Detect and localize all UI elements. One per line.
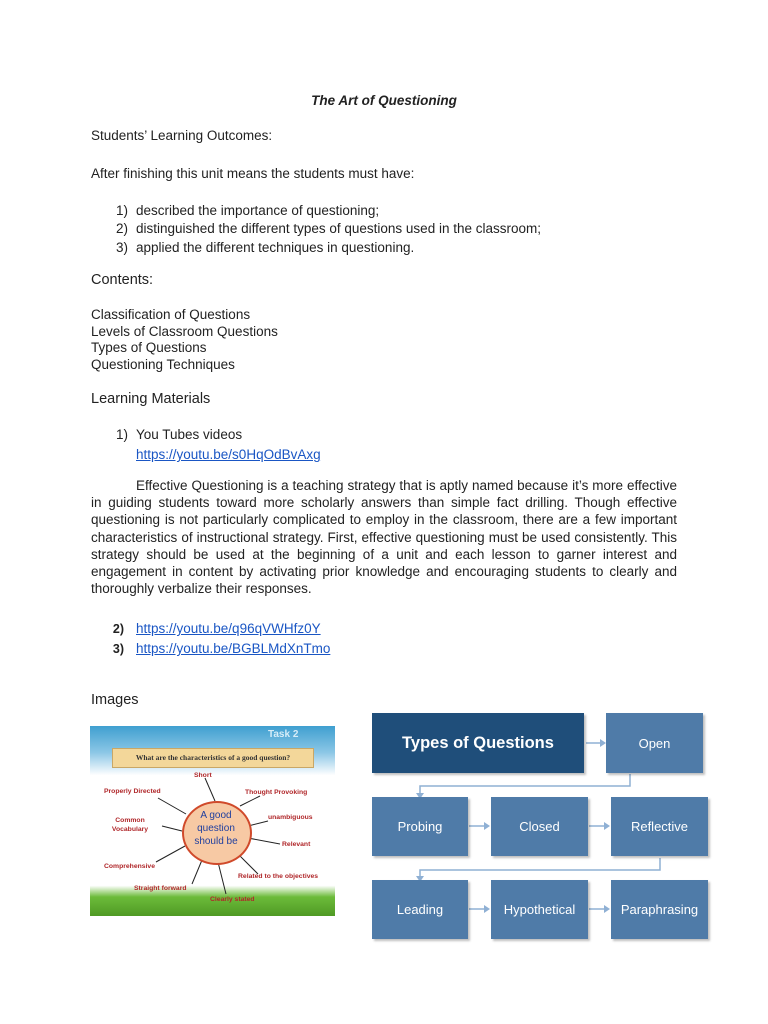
document-title: The Art of Questioning	[311, 93, 457, 108]
image-tab-text: Task 2	[268, 729, 299, 740]
outcomes-heading: Students’ Learning Outcomes:	[91, 128, 273, 143]
material-label: You Tubes videos	[136, 427, 243, 442]
box-paraphrasing: Paraphrasing	[611, 880, 708, 939]
box-hypothetical: Hypothetical	[491, 880, 588, 939]
box-probing: Probing	[372, 797, 468, 856]
contents-heading: Contents:	[91, 272, 154, 288]
label-short: Short	[194, 772, 212, 779]
outcome-item: distinguished the different types of questions used in the classroom;	[136, 221, 541, 236]
label-relevant: Relevant	[282, 841, 311, 848]
image-banner: What are the characteristics of a good question?	[112, 748, 314, 768]
good-question-image	[90, 726, 335, 916]
outcome-number: 2)	[115, 221, 128, 236]
label-unambiguous: unambiguous	[268, 814, 313, 821]
contents-item: Levels of Classroom Questions	[91, 324, 278, 339]
video-link-3[interactable]: https://youtu.be/BGBLMdXnTmo	[136, 641, 331, 656]
video-link-1[interactable]: https://youtu.be/s0HqOdBvAxg	[136, 447, 321, 462]
contents-item: Questioning Techniques	[91, 357, 235, 372]
label-comprehensive: Comprehensive	[104, 863, 155, 870]
effective-questioning-paragraph: Effective Questioning is a teaching strategy that is aptly named because it’s more effective in guiding students toward more scholarly answers than simple fact drilling. Though effective questioning is not particularly complicated to employ in the classroom, there are a few important characteristics of instructional strategy. First, effective questioning must be used consistently. This strategy should be used at the beginning of a unit and each lesson to garner interest and engagement in content by activating prior knowledge and encouraging students to clearly and thoroughly verbalize their responses.	[91, 478, 677, 597]
material-number: 3)	[112, 642, 124, 656]
box-open: Open	[606, 713, 703, 773]
contents-item: Types of Questions	[91, 340, 207, 355]
types-of-questions-diagram	[370, 712, 710, 944]
label-straight-forward: Straight forward	[134, 885, 187, 892]
outcome-number: 1)	[115, 203, 128, 218]
box-leading: Leading	[372, 880, 468, 939]
label-clearly-stated: Clearly stated	[210, 896, 255, 903]
outcome-item: applied the different techniques in questioning.	[136, 240, 415, 255]
label-related-objectives: Related to the objectives	[238, 873, 319, 880]
contents-item: Classification of Questions	[91, 307, 251, 322]
box-reflective: Reflective	[611, 797, 708, 856]
outcome-item: described the importance of questioning;	[136, 203, 380, 218]
center-label: A good question should be	[194, 810, 238, 847]
video-link-2[interactable]: https://youtu.be/q96qVWHfz0Y	[136, 621, 321, 636]
outcome-number: 3)	[115, 240, 128, 255]
material-number: 2)	[112, 622, 124, 636]
box-types-of-questions: Types of Questions	[372, 713, 584, 773]
outcomes-intro: After finishing this unit means the students must have:	[91, 166, 415, 181]
label-common-vocabulary: Common Vocabulary	[111, 817, 149, 833]
label-properly-directed: Properly Directed	[104, 788, 161, 795]
box-closed: Closed	[491, 797, 588, 856]
materials-heading: Learning Materials	[91, 391, 211, 407]
images-heading: Images	[91, 692, 139, 708]
material-number: 1)	[115, 427, 128, 442]
label-thought-provoking: Thought Provoking	[245, 789, 308, 796]
